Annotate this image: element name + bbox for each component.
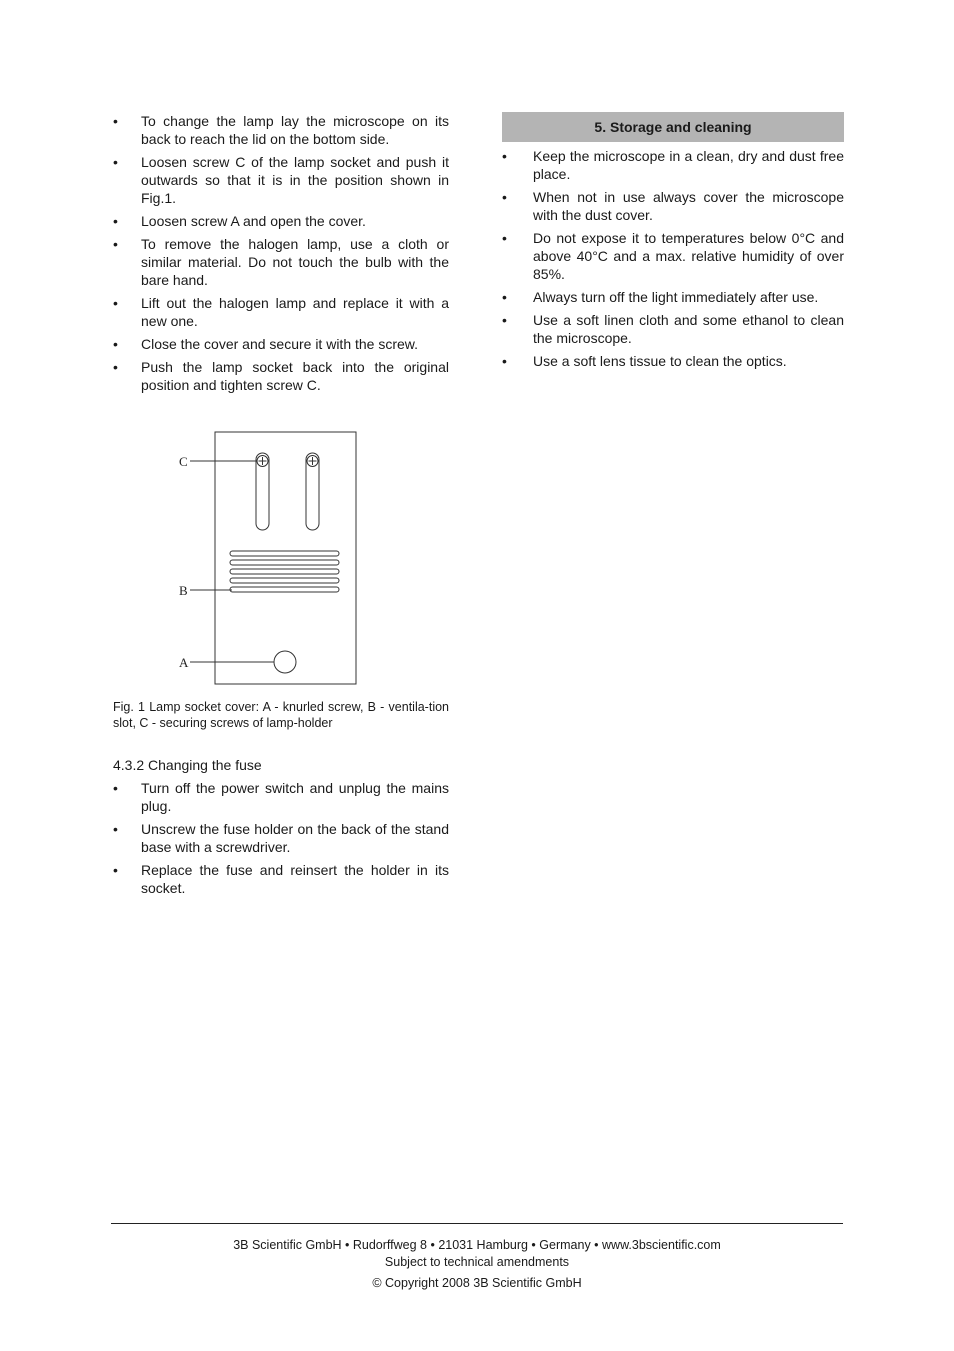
list-item: • Push the lamp socket back into the original position and tighten screw C. [113, 358, 449, 394]
label-b: B [179, 583, 188, 598]
footer-address: 3B Scientific GmbH • Rudorffweg 8 • 21031 Hamburg • Germany • www.3bscientific.com [233, 1238, 721, 1252]
list-item: • Keep the microscope in a clean, dry and dust free place. [502, 147, 844, 183]
footer-divider [111, 1223, 843, 1224]
right-column [502, 112, 844, 375]
list-item: • Lift out the halogen lamp and replace it with a new one. [113, 294, 449, 330]
lamp-change-steps [113, 112, 449, 394]
list-item: • Turn off the power switch and unplug the mains plug. [113, 779, 449, 815]
footer-copyright: © Copyright 2008 3B Scientific GmbH [372, 1276, 582, 1290]
list-item: • Replace the fuse and reinsert the holder in its socket. [113, 861, 449, 897]
label-c: C [179, 454, 188, 469]
list-item: • Loosen screw C of the lamp socket and push it outwards so that it is in the position shown in Fig.1. [113, 153, 449, 207]
list-item: • When not in use always cover the microscope with the dust cover. [502, 188, 844, 224]
cover-plate [215, 432, 356, 684]
list-item: • Always turn off the light immediately after use. [502, 288, 844, 306]
list-item: • Use a soft lens tissue to clean the optics. [502, 352, 844, 370]
footer [111, 1237, 843, 1292]
securing-screw-c-right [307, 456, 318, 467]
list-item: • Loosen screw A and open the cover. [113, 212, 449, 230]
ventilation-slots [230, 551, 339, 592]
lamp-socket-cover-figure [113, 428, 449, 688]
figure-caption: Fig. 1 Lamp socket cover: A - knurled screw, B - ventila-tion slot, C - securing screws of lamp-holder [113, 700, 449, 730]
section-title: 5. Storage and cleaning [502, 112, 844, 142]
footer-amendments: Subject to technical amendments [384, 1255, 570, 1269]
list-item: • Do not expose it to temperatures below 0°C and above 40°C and a max. relative humidity of over 85%. [502, 229, 844, 283]
storage-cleaning-steps [502, 147, 844, 370]
label-a: A [179, 655, 189, 670]
list-item: • Close the cover and secure it with the screw. [113, 335, 449, 353]
list-item: • Use a soft linen cloth and some ethanol to clean the microscope. [502, 311, 844, 347]
fuse-change-steps [113, 779, 449, 902]
list-item: • Unscrew the fuse holder on the back of the stand base with a screwdriver. [113, 820, 449, 856]
list-item: • To change the lamp lay the microscope on its back to reach the lid on the bottom side. [113, 112, 449, 148]
list-item: • To remove the halogen lamp, use a cloth or similar material. Do not touch the bulb with the bare hand. [113, 235, 449, 289]
securing-screw-c-left [257, 456, 268, 467]
left-column [113, 112, 449, 399]
fuse-section-heading: 4.3.2 Changing the fuse [113, 757, 262, 773]
knurled-screw-a [274, 651, 296, 673]
